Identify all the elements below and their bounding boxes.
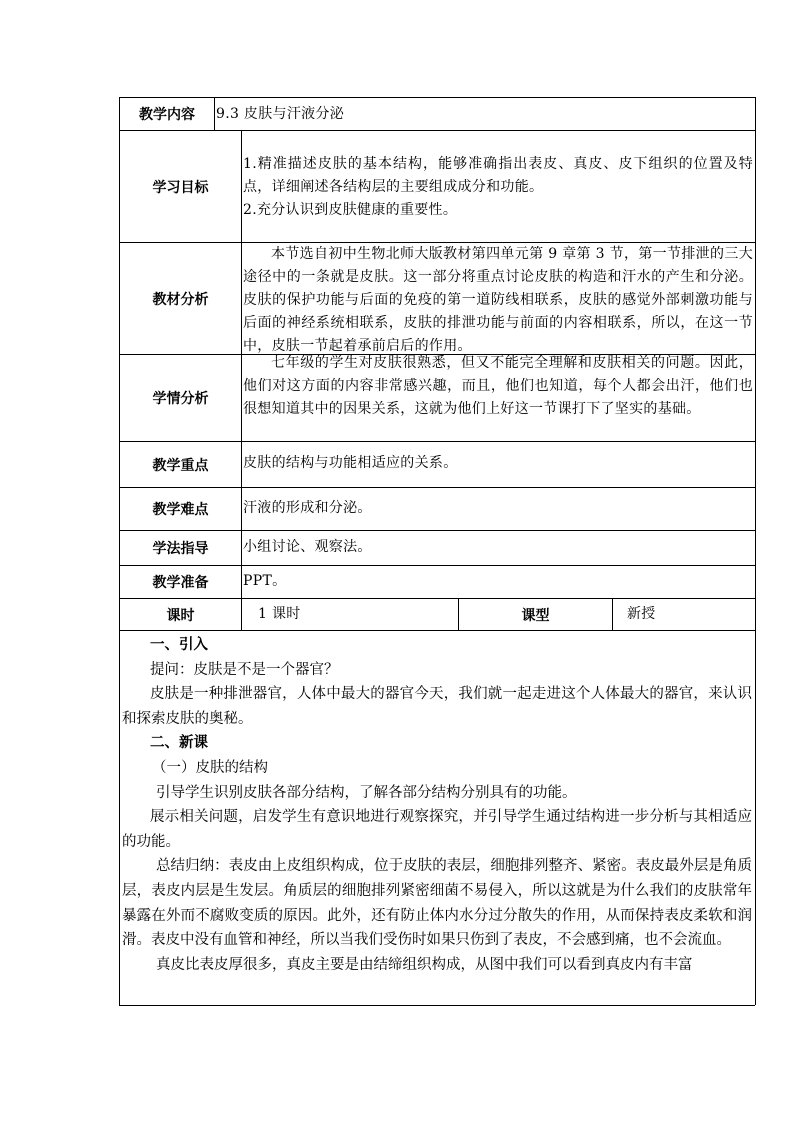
column-divider: [612, 598, 613, 630]
value-learning-goals: [243, 153, 753, 222]
section-heading: 一、引入: [150, 637, 208, 653]
lesson-process: [122, 633, 752, 977]
value-material-analysis: 本节选自初中生物北师大版教材第四单元第 9 章第 3 节，第一节排泄的三大途径中的一条就是皮肤。这一部分将重点讨论皮肤的构造和汗水的产生和分泌。皮肤的保护功能与后面的免疫的第一道防线相联系，皮肤的感觉外部刺激功能与后面的神经系统相联系，皮肤的排泄功能与前面的内容相联系，所以，在这一节中，皮肤一节起着承前启后的作用。: [243, 246, 753, 354]
value-lesson-type: 新授: [627, 606, 656, 622]
label-learning-goals: 学习目标: [152, 179, 209, 196]
label-class-hours: 课时: [166, 607, 195, 624]
goal-item: 1.精准描述皮肤的基本结构，能够准确指出表皮、真皮、皮下组织的位置及特点，详细阐述各结构层的主要组成成分和功能。: [243, 156, 753, 195]
label-preparation: 教学准备: [152, 575, 209, 591]
paragraph: 引导学生识别皮肤各部分结构，了解各部分结构分别具有的功能。: [156, 784, 577, 801]
paragraph: 真皮比表皮厚很多，真皮主要是由结缔组织构成，从图中我们可以看到真皮内有丰富: [156, 956, 693, 973]
column-divider: [241, 130, 242, 630]
paragraph: 提问：皮肤是不是一个器官？: [150, 661, 339, 678]
paragraph: 总结归纳：表皮由上皮组织构成，位于皮肤的表层，细胞排列整齐、紧密。表皮最外层是角质层，表皮内层是生发层。角质层的细胞排列紧密细菌不易侵入，所以这就是为什么我们的皮肤常年暴露在外而不腐败变质的原因。此外，还有防止体内水分过分散失的作用，从而保持表皮柔软和润滑。表皮中没有血管和神经，所以当我们受伤时如果只伤到了表皮，不会感到痛，也不会流血。: [122, 858, 752, 949]
row-divider: [119, 630, 755, 631]
table-border-right: [755, 97, 756, 1005]
label-material-analysis: 教材分析: [152, 291, 209, 308]
value-student-analysis: 七年级的学生对皮肤很熟悉，但又不能完全理解和皮肤相关的问题。因此，他们对这方面的内容非常感兴趣，而且，他们也知道，每个人都会出汗，他们也很想知道其中的因果关系，这就为他们上好这一节课打下了坚实的基础。: [243, 355, 753, 417]
goal-item: 2.充分认识到皮肤健康的重要性。: [243, 202, 458, 218]
column-divider: [214, 97, 215, 130]
label-key-points: 教学重点: [152, 457, 209, 474]
value-key-points: 皮肤的结构与功能相适应的关系。: [243, 455, 458, 471]
section-heading: 二、新课: [150, 735, 208, 752]
value-class-hours: 1 课时: [258, 606, 301, 622]
label-lesson-type: 课型: [521, 607, 550, 624]
subsection-heading: （一）皮肤的结构: [152, 759, 268, 776]
label-teaching-content: 教学内容: [139, 107, 195, 123]
value-preparation: PPT。: [243, 573, 287, 589]
paragraph: 展示相关问题，启发学生有意识地进行观察探究，并引导学生通过结构进一步分析与其相适应的功能。: [122, 809, 752, 850]
value-difficult-points: 汗液的形成和分泌。: [243, 500, 372, 516]
value-teaching-content: 9.3 皮肤与汗液分泌: [216, 106, 345, 122]
value-study-method: 小组讨论、观察法。: [243, 539, 372, 555]
paragraph: 皮肤是一种排泄器官，人体中最大的器官今天，我们就一起走进这个人体最大的器官，来认识和探索皮肤的奥秘。: [122, 686, 752, 727]
label-difficult-points: 教学难点: [152, 502, 209, 518]
table-border-bottom: [119, 1005, 755, 1006]
label-student-analysis: 学情分析: [152, 391, 209, 407]
label-study-method: 学法指导: [152, 541, 209, 557]
